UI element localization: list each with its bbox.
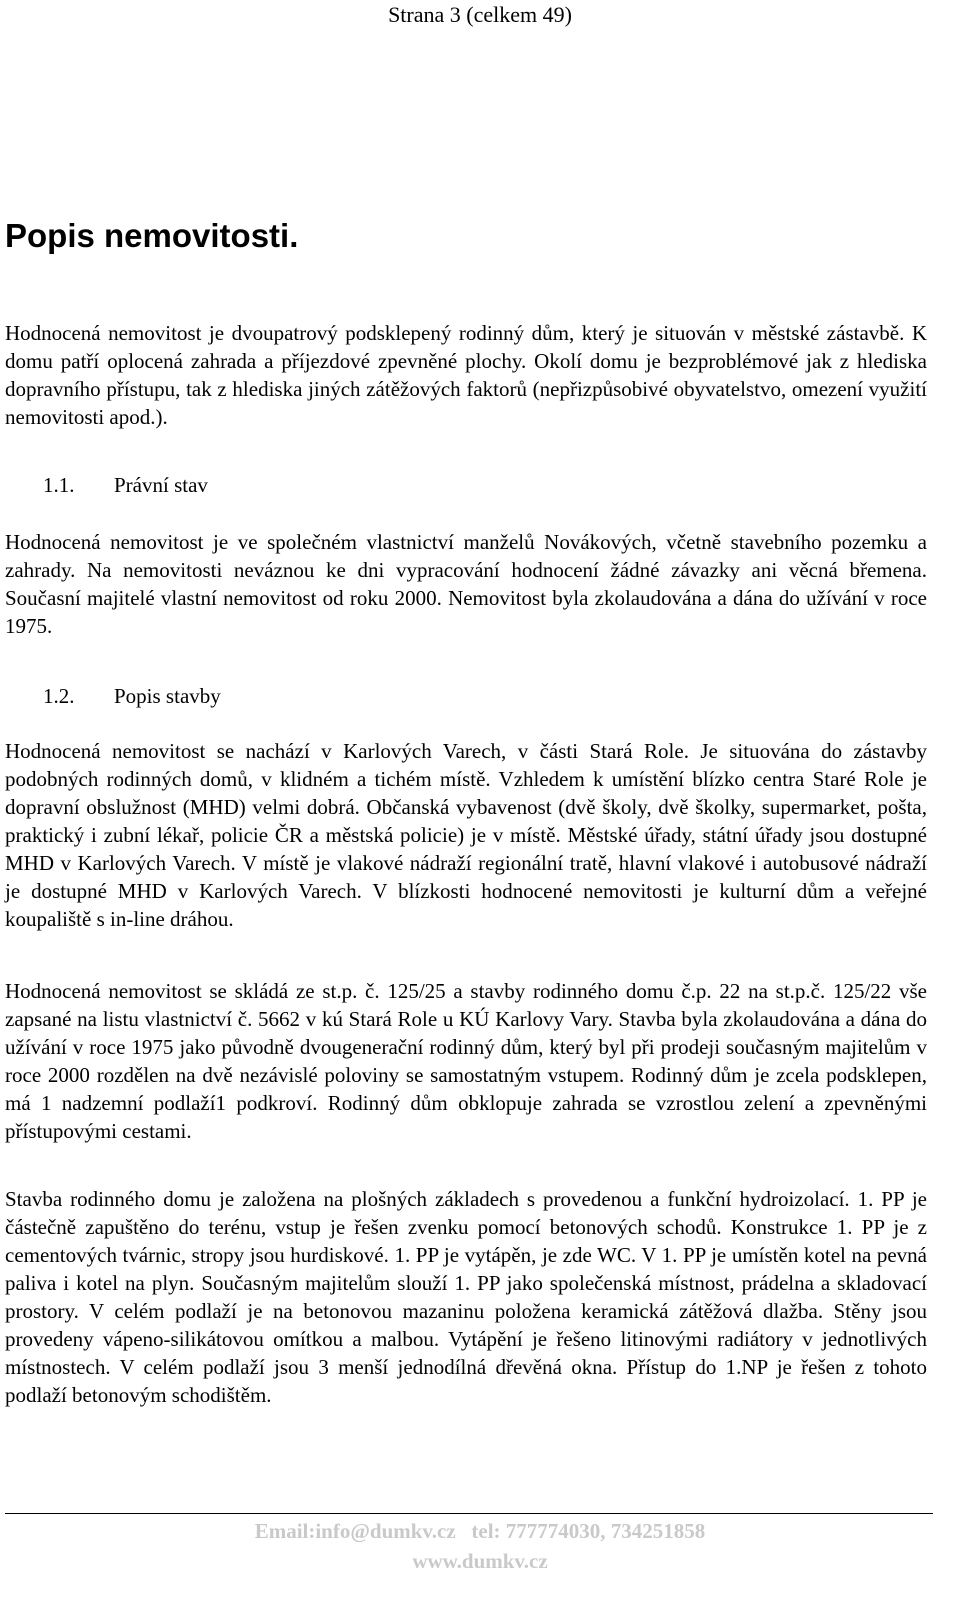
footer-contact: Email:info@dumkv.cz tel: 777774030, 734251858 bbox=[254, 1519, 706, 1543]
section-number: 1.2. bbox=[43, 684, 75, 708]
page-number: Strana 3 (celkem 49) bbox=[388, 2, 572, 27]
document-title: Popis nemovitosti. bbox=[5, 217, 299, 254]
page-header bbox=[0, 2, 960, 28]
section-title: Právní stav bbox=[114, 473, 208, 497]
location-paragraph: Hodnocená nemovitost se nachází v Karlových Varech, v části Stará Role. Je situována do zástavby podobných rodinných domů, v klidném a tichém místě. Vzhledem k umístění blízko centra Staré Role je dopravní obslužnost (MHD) velmi dobrá. Občanská vybavenost (dvě školy, dvě školky, supermarket, pošta, praktický i zubní lékař, policie ČR a městská policie) je v místě. Městské úřady, státní úřady jsou dostupné MHD v Karlových Varech. V místě je vlakové nádraží regionální tratě, hlavní vlakové i autobusové nádraží je dostupné MHD v Karlových Varech. V blízkosti hodnocené nemovitosti je kulturní dům a veřejné koupaliště s in-line dráhou. bbox=[5, 739, 927, 931]
section-heading-building-description bbox=[43, 682, 221, 710]
intro-paragraph: Hodnocená nemovitost je dvoupatrový podsklepený rodinný dům, který je situován v městské zástavbě. K domu patří oplocená zahrada a příjezdové zpevněné plochy. Okolí domu je bezproblémové jak z hlediska dopravního přístupu, tak z hlediska jiných zátěžových faktorů (nepřizpůsobivé obyvatelstvo, omezení využití nemovitosti apod.). bbox=[5, 321, 927, 429]
section-number: 1.1. bbox=[43, 473, 75, 497]
section-heading-legal-status bbox=[43, 471, 208, 499]
legal-status-paragraph: Hodnocená nemovitost je ve společném vlastnictví manželů Novákových, včetně stavebního pozemku a zahrady. Na nemovitosti neváznou ke dni vypracování hodnocení žádné závazky ani věcná břemena. Současní majitelé vlastní nemovitost od roku 2000. Nemovitost byla zkolaudována a dána do užívání v roce 1975. bbox=[5, 530, 927, 638]
footer-divider bbox=[5, 1513, 933, 1514]
composition-paragraph: Hodnocená nemovitost se skládá ze st.p. č. 125/25 a stavby rodinného domu č.p. 22 na st.p.č. 125/22 vše zapsané na listu vlastnictví č. 5662 v kú Stará Role u KÚ Karlovy Vary. Stavba byla zkolaudována a dána do užívání v roce 1975 jako původně dvougenerační rodinný dům, který byl při prodeji současným majitelům v roce 2000 rozdělen na dvě nezávislé poloviny se samostatným vstupem. Rodinný dům je zcela podsklepen, má 1 nadzemní podlaží1 podkroví. Rodinný dům obklopuje zahrada se vzrostlou zelení a zpevněnými přístupovými cestami. bbox=[5, 979, 927, 1143]
footer-website: www.dumkv.cz bbox=[412, 1549, 548, 1573]
section-title: Popis stavby bbox=[114, 684, 221, 708]
construction-paragraph: Stavba rodinného domu je založena na plošných základech s provedenou a funkční hydroizolací. 1. PP je částečně zapuštěno do terénu, vstup je řešen zvenku pomocí betonových schodů. Konstrukce 1. PP je z cementových tvárnic, stropy jsou hurdiskové. 1. PP je vytápěn, je zde WC. V 1. PP je umístěn kotel na pevná paliva i kotel na plyn. Současným majitelům slouží 1. PP jako společenská místnost, prádelna a skladovací prostory. V celém podlaží je na betonovou mazaninu položena keramická zátěžová dlažba. Stěny jsou provedeny vápeno-silikátovou omítkou a malbou. Vytápění je řešeno litinovými radiátory v jednotlivých místnostech. V celém podlaží jsou 3 menší jednodílná dřevěná okna. Přístup do 1.NP je řešen z tohoto podlaží betonovým schodištěm. bbox=[5, 1187, 927, 1407]
